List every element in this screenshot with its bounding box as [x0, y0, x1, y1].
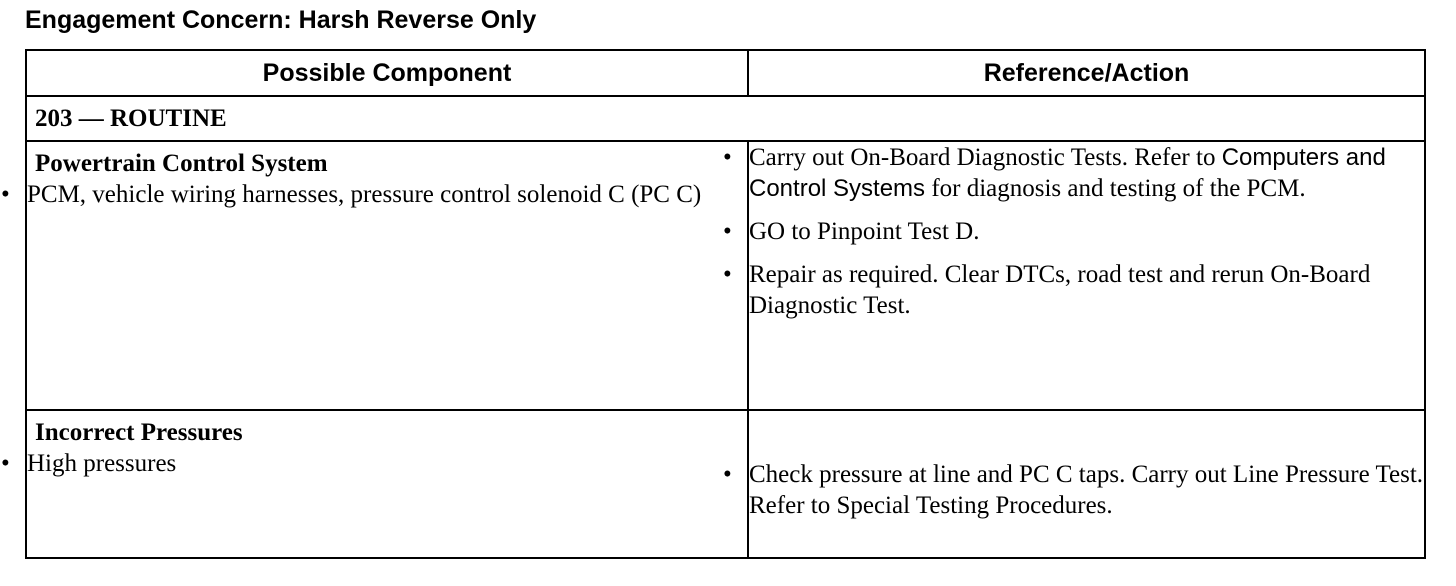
page-title: Engagement Concern: Harsh Reverse Only: [25, 6, 537, 34]
action-cell: [723, 141, 1425, 410]
action-text: GO to Pinpoint Test D.: [749, 218, 980, 245]
list-item: [1, 448, 747, 479]
action-list: [723, 142, 1424, 321]
routine-cell: [26, 96, 1425, 141]
list-item: [1, 179, 747, 210]
component-cell: [1, 141, 748, 410]
component-text: High pressures: [27, 450, 177, 477]
header-possible-component: Possible Component: [26, 50, 748, 96]
bullet-icon: •: [1, 181, 10, 208]
bullet-icon: •: [723, 461, 732, 488]
section-title: Powertrain Control System: [35, 150, 328, 177]
component-list: [1, 179, 747, 210]
component-text: PCM, vehicle wiring harnesses, pressure control solenoid C (PC C): [27, 181, 702, 208]
action-text: Repair as required. Clear DTCs, road test and rerun On-Board Diagnostic Test.: [749, 261, 1371, 319]
action-text: Check pressure at line and PC C taps. Carry out Line Pressure Test. Refer to Special Testing Procedures.: [749, 461, 1424, 519]
diagnosis-table: [1, 49, 1426, 559]
table-row: [26, 410, 1425, 558]
section-title: Incorrect Pressures: [35, 419, 243, 446]
action-text: for diagnosis and testing of the PCM.: [925, 175, 1306, 202]
list-item: [723, 216, 1424, 247]
list-item: [723, 142, 1424, 204]
routine-row: [26, 96, 1425, 141]
header-row: [26, 50, 1425, 96]
component-list: [1, 448, 747, 479]
reference-link: Computers and Control Systems: [749, 144, 1386, 202]
bullet-icon: •: [723, 261, 732, 288]
action-text: Carry out On-Board Diagnostic Tests. Refer to: [749, 144, 1222, 171]
bullet-icon: •: [1, 450, 10, 477]
bullet-icon: •: [723, 218, 732, 245]
action-list: [723, 411, 1424, 521]
table-row: [26, 141, 1425, 410]
bullet-icon: •: [723, 144, 732, 171]
routine-label: 203 — ROUTINE: [35, 104, 227, 132]
header-reference-action: Reference/Action: [748, 50, 1425, 96]
action-cell: [723, 410, 1425, 558]
component-cell: [1, 410, 748, 558]
list-item: [723, 259, 1424, 321]
list-item: [723, 459, 1424, 521]
